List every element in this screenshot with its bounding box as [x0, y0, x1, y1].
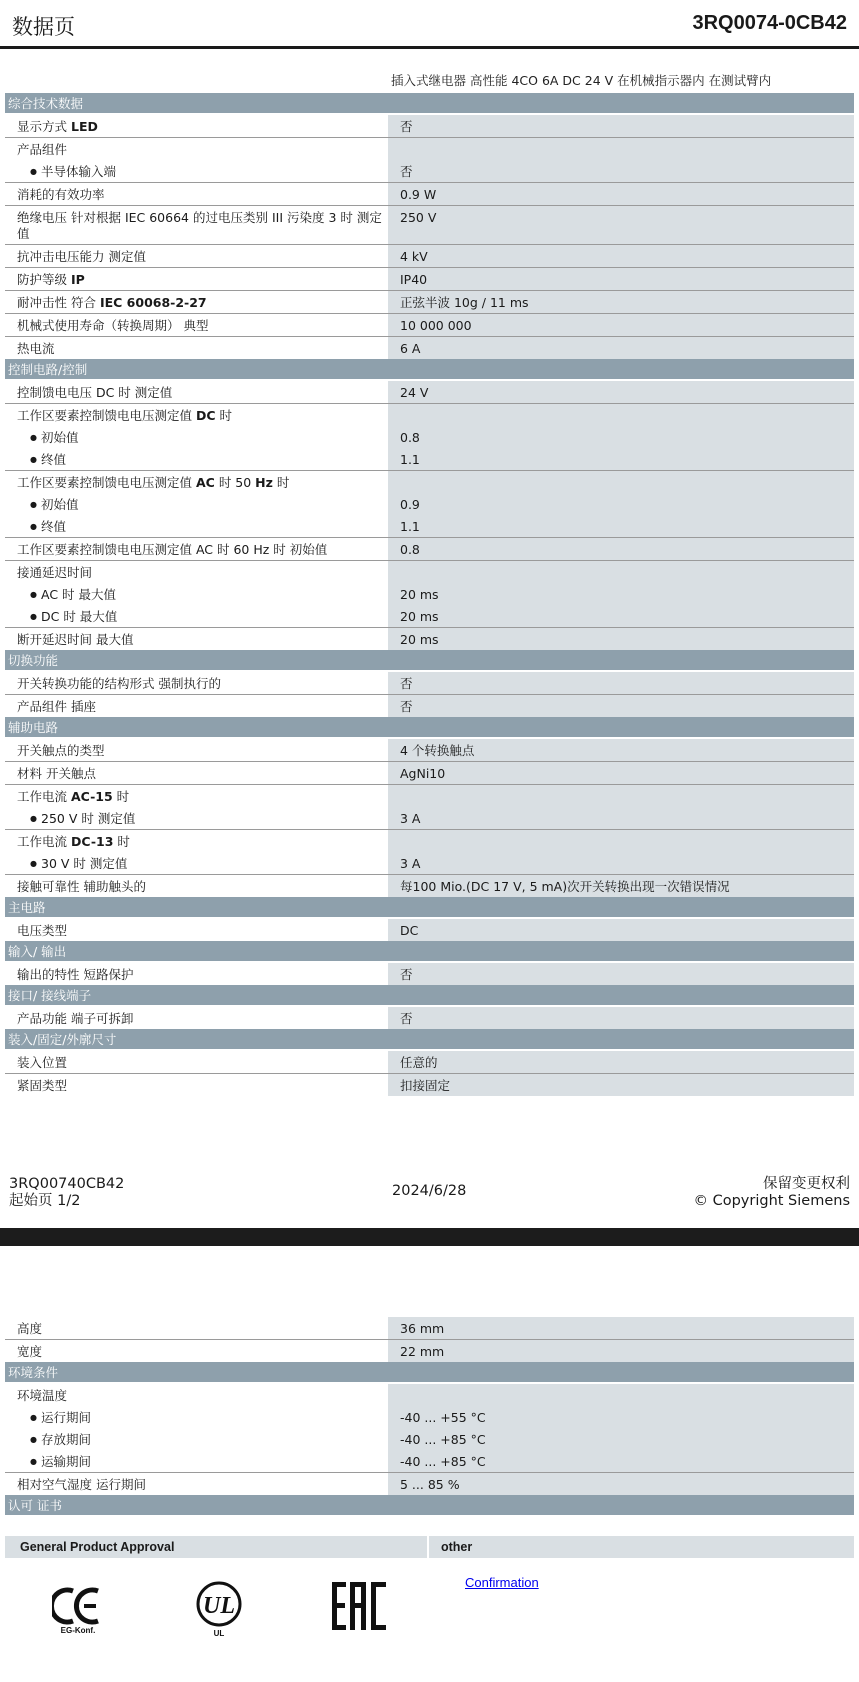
- label-column: [5, 628, 388, 650]
- label-column: [5, 1340, 388, 1362]
- value-column: [388, 268, 854, 290]
- footer-rights: 保留变更权利: [763, 1176, 850, 1192]
- approval-col-general: General Product Approval: [5, 1536, 429, 1558]
- spec-value: 10 000 000: [400, 318, 472, 333]
- spec-value: 0.9 W: [400, 187, 437, 202]
- spec-sublabel: [17, 493, 388, 515]
- spec-sublabel: [17, 605, 388, 627]
- spec-label: [17, 1074, 388, 1096]
- label-column: [5, 785, 388, 829]
- spec-table-page-2: [5, 1317, 854, 1517]
- spec-value: 1.1: [400, 519, 420, 534]
- spec-label-text: 控制馈电电压 DC 时 测定值: [17, 385, 173, 400]
- spec-value: 4 kV: [400, 249, 428, 264]
- label-column: [5, 245, 388, 267]
- spec-label: [17, 538, 388, 560]
- spec-sublabel: [17, 426, 388, 448]
- value-column: [388, 291, 854, 313]
- section-header: 认可 证书: [5, 1495, 854, 1517]
- spec-label-text: 紧固类型: [17, 1078, 68, 1093]
- label-column: [5, 115, 388, 137]
- spec-row-group: [5, 313, 854, 336]
- spec-value: 24 V: [400, 385, 429, 400]
- spec-row-group: [5, 182, 854, 205]
- spec-label-text: 时: [113, 834, 130, 849]
- value-column: [388, 1317, 854, 1339]
- spec-sublabel: [17, 160, 388, 182]
- spec-label: [17, 1384, 388, 1406]
- section-header: 装入/固定/外廓尺寸: [5, 1029, 854, 1051]
- spec-label-text: 产品功能 端子可拆卸: [17, 1011, 134, 1026]
- ce-mark-text: EG-Konf.: [60, 1626, 96, 1635]
- spec-sublabel: [17, 515, 388, 537]
- value-column: [388, 762, 854, 784]
- spec-label-bold-part: IEC 60068-2-27: [99, 295, 207, 310]
- spec-value: 否: [400, 967, 413, 982]
- spec-label-text: 时: [215, 408, 233, 423]
- value-column: [388, 404, 854, 470]
- spec-row-group: [5, 336, 854, 359]
- spec-label-text: 环境温度: [17, 1388, 68, 1403]
- footer-product-number: 3RQ00740CB42: [9, 1176, 125, 1192]
- section-header: 综合技术数据: [5, 93, 854, 115]
- spec-value: 20 ms: [400, 632, 439, 647]
- spec-label: [17, 245, 388, 267]
- approval-col-other: other: [441, 1540, 473, 1554]
- value-column: [388, 138, 854, 182]
- spec-value: 0.8: [400, 542, 420, 557]
- value-column: [388, 1384, 854, 1472]
- spec-label-text: 电压类型: [17, 923, 68, 938]
- value-column: [388, 115, 854, 137]
- spec-value: 20 ms: [400, 587, 439, 602]
- spec-value: 3 A: [400, 811, 421, 826]
- spec-row-group: [5, 694, 854, 717]
- spec-value: 任意的: [400, 1055, 438, 1070]
- spec-value: 1.1: [400, 452, 420, 467]
- spec-label-text: 半导体输入端: [41, 164, 117, 179]
- spec-label-text: 相对空气湿度 运行期间: [17, 1477, 146, 1492]
- spec-label-bold-part: IP: [70, 272, 85, 287]
- page-header: [0, 0, 859, 49]
- spec-row-group: [5, 1073, 854, 1096]
- spec-label-bold-part: AC-15: [70, 789, 113, 804]
- spec-label: [17, 1473, 388, 1495]
- page-break-bar: [0, 1228, 859, 1246]
- spec-value: 否: [400, 1011, 413, 1026]
- spec-label-text: 工作区要素控制馈电电压测定值 AC 时 60 Hz 时 初始值: [17, 542, 328, 557]
- spec-label-text: 输出的特性 短路保护: [17, 967, 134, 982]
- spec-label-text: 终值: [41, 519, 67, 534]
- spec-value: DC: [400, 923, 419, 938]
- spec-value: 扣接固定: [400, 1078, 451, 1093]
- label-column: [5, 471, 388, 537]
- value-column: [388, 381, 854, 403]
- section-header: 主电路: [5, 897, 854, 919]
- spec-row-group: [5, 1472, 854, 1495]
- label-column: [5, 963, 388, 985]
- spec-row-group: [5, 1317, 854, 1339]
- spec-label-text: 耐冲击性 符合: [17, 295, 100, 310]
- spec-label: [17, 115, 388, 137]
- spec-value: [400, 404, 854, 426]
- spec-label: [17, 1317, 388, 1339]
- section-header: 控制电路/控制: [5, 359, 854, 381]
- spec-row-group: [5, 115, 854, 137]
- spec-value: [400, 785, 854, 807]
- spec-sublabel: [17, 1406, 388, 1428]
- label-column: [5, 762, 388, 784]
- label-column: [5, 1074, 388, 1096]
- value-column: [388, 538, 854, 560]
- label-column: [5, 1317, 388, 1339]
- spec-row-group: [5, 403, 854, 470]
- spec-label: [17, 561, 388, 583]
- value-column: [388, 183, 854, 205]
- spec-value: -40 ... +85 °C: [400, 1432, 486, 1447]
- spec-table-page-1: [5, 93, 854, 1096]
- label-column: [5, 830, 388, 874]
- spec-value: 20 ms: [400, 609, 439, 624]
- value-column: [388, 206, 854, 244]
- spec-label-text: 装入位置: [17, 1055, 68, 1070]
- spec-label: [17, 314, 388, 336]
- label-column: [5, 268, 388, 290]
- spec-row-group: [5, 381, 854, 403]
- product-number: 3RQ0074-0CB42: [692, 12, 847, 34]
- spec-label-text: 断开延迟时间 最大值: [17, 632, 134, 647]
- spec-label: [17, 1051, 388, 1073]
- spec-value: 22 mm: [400, 1344, 445, 1359]
- spec-value: [400, 561, 854, 583]
- section-header: 接口/ 接线端子: [5, 985, 854, 1007]
- spec-value: 否: [400, 699, 413, 714]
- spec-sublabel: [17, 1450, 388, 1472]
- spec-row-group: [5, 784, 854, 829]
- footer-page-info: 起始页 1/2: [9, 1193, 81, 1209]
- label-column: [5, 404, 388, 470]
- spec-value: 0.8: [400, 430, 420, 445]
- spec-row-group: [5, 137, 854, 182]
- spec-label-text: 存放期间: [41, 1432, 92, 1447]
- spec-label-text: AC 时 最大值: [41, 587, 117, 602]
- spec-label: [17, 785, 388, 807]
- spec-label-text: 热电流: [17, 341, 55, 356]
- spec-label: [17, 875, 388, 897]
- product-description: 插入式继电器 高性能 4CO 6A DC 24 V 在机械指示器内 在测试臂内: [391, 73, 772, 88]
- spec-label-text: 运行期间: [41, 1410, 92, 1425]
- value-column: [388, 1051, 854, 1073]
- spec-label-text: 消耗的有效功率: [17, 187, 105, 202]
- footer-right: [693, 1176, 850, 1210]
- spec-label-text: 绝缘电压 针对根据 IEC 60664 的过电压类别 III 污染度 3 时 测定值: [17, 210, 382, 241]
- spec-value: [400, 830, 854, 852]
- spec-label: [17, 739, 388, 761]
- spec-row-group: [5, 919, 854, 941]
- spec-label: [17, 404, 388, 426]
- spec-label-text: 工作电流: [17, 834, 71, 849]
- spec-value: 4 个转换触点: [400, 743, 475, 758]
- spec-value: 0.9: [400, 497, 420, 512]
- label-column: [5, 337, 388, 359]
- section-header: 切换功能: [5, 650, 854, 672]
- spec-row-group: [5, 627, 854, 650]
- spec-label-text: DC 时 最大值: [41, 609, 118, 624]
- value-column: [388, 919, 854, 941]
- spec-value: AgNi10: [400, 766, 446, 781]
- value-column: [388, 1074, 854, 1096]
- spec-value: IP40: [400, 272, 428, 287]
- spec-label-text: 机械式使用寿命（转换周期） 典型: [17, 318, 209, 333]
- value-column: [388, 672, 854, 694]
- label-column: [5, 381, 388, 403]
- spec-row-group: [5, 963, 854, 985]
- spec-label: [17, 919, 388, 941]
- value-column: [388, 245, 854, 267]
- spec-value: 否: [400, 164, 413, 179]
- section-header: 环境条件: [5, 1362, 854, 1384]
- spec-row-group: [5, 1051, 854, 1073]
- spec-label: [17, 963, 388, 985]
- value-column: [388, 314, 854, 336]
- label-column: [5, 739, 388, 761]
- spec-label-bold-part: LED: [70, 119, 98, 134]
- label-column: [5, 291, 388, 313]
- confirmation-link[interactable]: Confirmation: [465, 1575, 539, 1590]
- spec-label-bold-part: DC: [195, 408, 216, 423]
- spec-value: [400, 471, 854, 493]
- spec-row-group: [5, 1339, 854, 1362]
- value-column: [388, 471, 854, 537]
- spec-label: [17, 830, 388, 852]
- spec-label: [17, 471, 388, 493]
- spec-label-text: 工作区要素控制馈电电压测定值: [17, 408, 196, 423]
- label-column: [5, 538, 388, 560]
- spec-label-text: 运输期间: [41, 1454, 92, 1469]
- spec-label-text: 高度: [17, 1321, 43, 1336]
- spec-label-text: 产品组件 插座: [17, 699, 96, 714]
- spec-label: [17, 1007, 388, 1029]
- spec-label-text: 开关转换功能的结构形式 强制执行的: [17, 676, 221, 691]
- ul-mark-logo: [193, 1580, 245, 1638]
- label-column: [5, 919, 388, 941]
- spec-row-group: [5, 290, 854, 313]
- spec-value: 6 A: [400, 341, 421, 356]
- value-column: [388, 695, 854, 717]
- spec-row-group: [5, 244, 854, 267]
- spec-row-group: [5, 739, 854, 761]
- document-title: 数据页: [12, 15, 75, 39]
- spec-label-bold-part: AC: [195, 475, 215, 490]
- value-column: [388, 875, 854, 897]
- spec-value: 36 mm: [400, 1321, 445, 1336]
- value-column: [388, 628, 854, 650]
- footer-copyright: © Copyright Siemens: [693, 1193, 850, 1209]
- footer-left: [9, 1176, 124, 1210]
- spec-label: [17, 672, 388, 694]
- label-column: [5, 183, 388, 205]
- spec-row-group: [5, 1007, 854, 1029]
- label-column: [5, 1007, 388, 1029]
- ce-mark-logo: [52, 1585, 104, 1635]
- spec-value: 每100 Mio.(DC 17 V, 5 mA)次开关转换出现一次错误情况: [400, 879, 730, 894]
- spec-label-text: 时: [112, 789, 130, 804]
- spec-label-bold-part: DC-13: [70, 834, 114, 849]
- label-column: [5, 314, 388, 336]
- spec-label-text: 250 V 时 测定值: [41, 811, 136, 826]
- value-column: [388, 337, 854, 359]
- spec-value: 否: [400, 676, 413, 691]
- value-column: [388, 739, 854, 761]
- spec-value: -40 ... +55 °C: [400, 1410, 486, 1425]
- ul-mark-text: UL: [213, 1629, 225, 1638]
- label-column: [5, 1473, 388, 1495]
- spec-label-text: 终值: [41, 452, 67, 467]
- eac-mark-logo: [330, 1580, 388, 1632]
- spec-label-text: 材料 开关触点: [17, 766, 96, 781]
- spec-label-text: 时 50: [214, 475, 256, 490]
- spec-value: 正弦半波 10g / 11 ms: [400, 295, 529, 310]
- spec-label-text: 开关触点的类型: [17, 743, 105, 758]
- spec-sublabel: [17, 1428, 388, 1450]
- label-column: [5, 561, 388, 627]
- spec-label: [17, 1340, 388, 1362]
- value-column: [388, 1007, 854, 1029]
- value-column: [388, 561, 854, 627]
- spec-label: [17, 337, 388, 359]
- spec-value: 250 V: [400, 210, 437, 225]
- spec-sublabel: [17, 852, 388, 874]
- spec-label: [17, 695, 388, 717]
- spec-row-group: [5, 829, 854, 874]
- spec-label-bold-part: Hz: [255, 475, 273, 490]
- label-column: [5, 672, 388, 694]
- value-column: [388, 830, 854, 874]
- label-column: [5, 875, 388, 897]
- spec-label-text: 初始值: [41, 430, 79, 445]
- label-column: [5, 138, 388, 182]
- svg-text:UL: UL: [203, 1593, 235, 1619]
- spec-sublabel: [17, 448, 388, 470]
- spec-value: -40 ... +85 °C: [400, 1454, 486, 1469]
- spec-label: [17, 762, 388, 784]
- spec-label-text: 接通延迟时间: [17, 565, 93, 580]
- spec-label-text: 抗冲击电压能力 测定值: [17, 249, 146, 264]
- section-header: 输入/ 输出: [5, 941, 854, 963]
- spec-label: [17, 268, 388, 290]
- spec-sublabel: [17, 583, 388, 605]
- spec-label: [17, 628, 388, 650]
- spec-label-text: 初始值: [41, 497, 79, 512]
- spec-label-text: 30 V 时 测定值: [41, 856, 128, 871]
- spec-row-group: [5, 470, 854, 537]
- spec-value: [400, 1384, 854, 1406]
- spec-value: 3 A: [400, 856, 421, 871]
- spec-row-group: [5, 267, 854, 290]
- spec-row-group: [5, 560, 854, 627]
- spec-label-text: 宽度: [17, 1344, 43, 1359]
- spec-label: [17, 183, 388, 205]
- spec-label: [17, 291, 388, 313]
- spec-label-text: 时: [272, 475, 290, 490]
- footer-date: 2024/6/28: [392, 1183, 467, 1199]
- spec-value: 否: [400, 119, 413, 134]
- value-column: [388, 1473, 854, 1495]
- spec-label-text: 防护等级: [17, 272, 71, 287]
- section-header: 辅助电路: [5, 717, 854, 739]
- spec-value: [400, 138, 854, 160]
- spec-row-group: [5, 1384, 854, 1472]
- approvals-header: [5, 1534, 854, 1558]
- label-column: [5, 1384, 388, 1472]
- label-column: [5, 206, 388, 244]
- spec-label-text: 产品组件: [17, 142, 68, 157]
- spec-label-text: 工作区要素控制馈电电压测定值: [17, 475, 196, 490]
- spec-label: [17, 206, 388, 244]
- spec-label-text: 工作电流: [17, 789, 71, 804]
- spec-label-text: 显示方式: [17, 119, 71, 134]
- spec-row-group: [5, 874, 854, 897]
- label-column: [5, 1051, 388, 1073]
- spec-row-group: [5, 205, 854, 244]
- spec-row-group: [5, 672, 854, 694]
- spec-value: 5 ... 85 %: [400, 1477, 460, 1492]
- spec-label: [17, 138, 388, 160]
- value-column: [388, 963, 854, 985]
- spec-label-text: 接触可靠性 辅助触头的: [17, 879, 146, 894]
- value-column: [388, 1340, 854, 1362]
- value-column: [388, 785, 854, 829]
- spec-row-group: [5, 537, 854, 560]
- spec-row-group: [5, 761, 854, 784]
- spec-sublabel: [17, 807, 388, 829]
- spec-label: [17, 381, 388, 403]
- label-column: [5, 695, 388, 717]
